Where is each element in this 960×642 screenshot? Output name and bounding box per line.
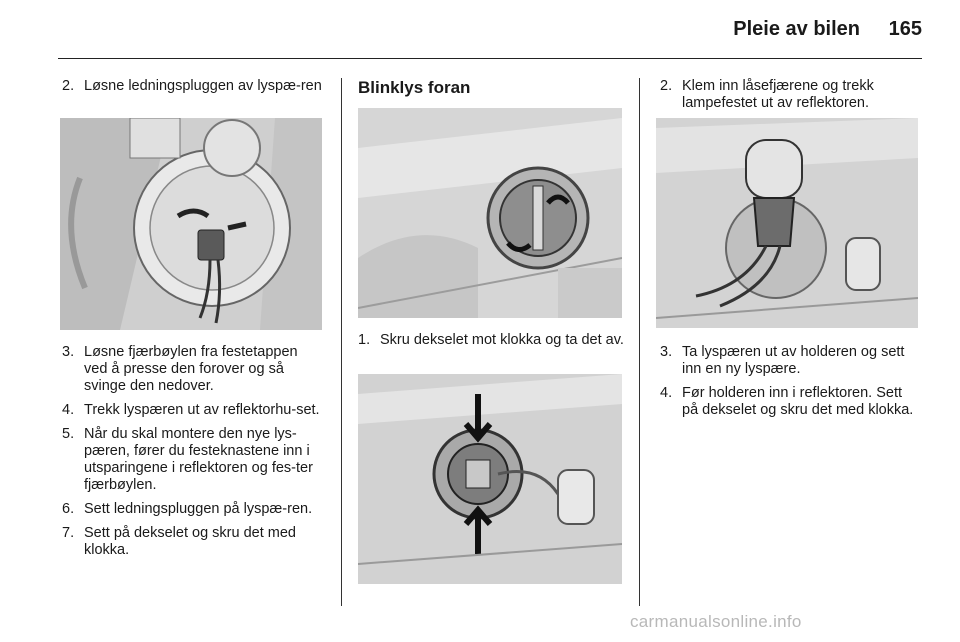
column-2-lower xyxy=(358,332,626,356)
list-item: 6. Sett ledningspluggen på lyspæ-ren. xyxy=(62,501,313,517)
figure-indicator-bulb-holder xyxy=(358,374,622,584)
list-item: 7. Sett på dekselet og skru det med klokka. xyxy=(62,525,296,558)
list-item: 2. Klem inn låsefjærene og trekk lampefestet ut av reflektoren. xyxy=(660,78,874,111)
step-list xyxy=(660,78,922,112)
column-divider-2 xyxy=(639,78,640,606)
figure-lamp-holder-removed xyxy=(656,118,918,328)
list-item: 4. Trekk lyspæren ut av reflektorhu-set. xyxy=(62,402,320,418)
column-divider-1 xyxy=(341,78,342,606)
list-item: 4. Før holderen inn i reflektoren. Sett på dekselet og skru det med klokka. xyxy=(660,385,914,418)
step-list xyxy=(358,332,626,349)
column-1 xyxy=(62,78,324,102)
step-list xyxy=(660,344,922,419)
watermark: carmanualsonline.info xyxy=(630,612,802,631)
column-1-lower xyxy=(62,344,324,566)
list-item: 2. Løsne ledningspluggen av lyspæ-ren xyxy=(62,78,322,94)
column-2 xyxy=(358,78,622,108)
header-divider xyxy=(58,58,922,59)
figure-indicator-cover xyxy=(358,108,622,318)
section-title: Blinklys foran xyxy=(358,78,471,97)
column-3-lower xyxy=(660,344,922,426)
step-list xyxy=(62,78,324,95)
step-list xyxy=(62,344,324,559)
list-item: 3. Løsne fjærbøylen fra festetappen ved å presse den forover og så svinge den nedover. xyxy=(62,344,298,394)
list-item: 3. Ta lyspæren ut av holderen og sett inn en ny lyspære. xyxy=(660,344,905,377)
list-item: 5. Når du skal montere den nye lys-pæren, fører du festeknastene inn i utsparingene i reflektoren og fes-ter fjærbøylen. xyxy=(62,426,313,493)
page-title: Pleie av bilen xyxy=(733,18,860,40)
figure-bulb-plug xyxy=(60,118,322,330)
column-3 xyxy=(660,78,922,119)
list-item: 1. Skru dekselet mot klokka og ta det av. xyxy=(358,332,624,348)
page-number: 165 xyxy=(888,18,922,40)
